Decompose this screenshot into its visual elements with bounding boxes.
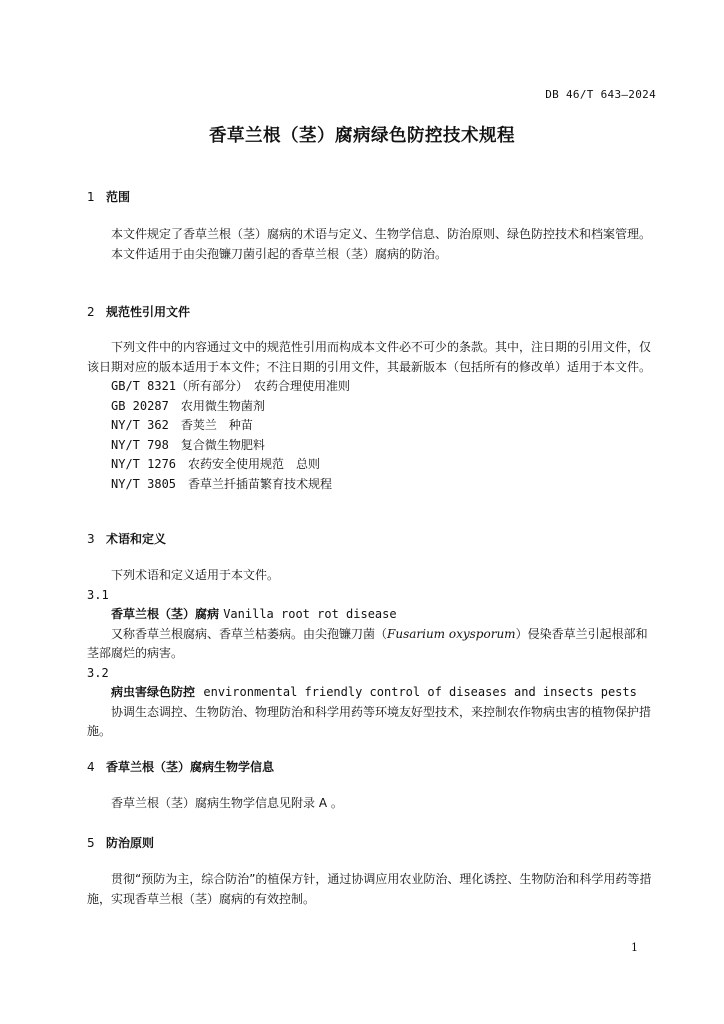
- standard-code: DB 46/T 643—2024: [545, 88, 656, 101]
- section-title: 规范性引用文件: [106, 305, 191, 319]
- paragraph: 贯彻“预防为主，综合防治”的植保方针，通过协调应用农业防治、理化诱控、生物防治和科学用药等措施，实现香草兰根（茎）腐病的有效控制。: [87, 872, 652, 906]
- paragraph: 本文件规定了香草兰根（茎）腐病的术语与定义、生物学信息、防治原则、绿色防控技术和档案管理。: [111, 227, 652, 241]
- paragraph: 下列术语和定义适用于本文件。: [111, 568, 280, 582]
- paragraph: 下列文件中的内容通过文中的规范性引用而构成本文件必不可少的条款。其中，注日期的引用文件，仅该日期对应的版本适用于本文件；不注日期的引用文件，其最新版本（包括所有的修改单）适用于本文件。: [87, 340, 652, 374]
- section-title: 防治原则: [106, 836, 155, 850]
- section-1-heading: [87, 188, 130, 205]
- reference-item: NY/T 362 香荚兰 种苗: [111, 418, 253, 432]
- term-en: environmental friendly control of diseases and insects pests: [203, 685, 637, 699]
- section-1-body: [87, 225, 657, 264]
- term-entry: [111, 683, 657, 703]
- term-definition: 协调生态调控、生物防治、物理防治和科学用药等环境友好型技术，来控制农作物病虫害的植物保护措施。: [87, 704, 652, 738]
- paragraph: 香草兰根（茎）腐病生物学信息见附录 A 。: [111, 796, 343, 810]
- section-3-heading: [87, 530, 166, 547]
- section-5-body: [87, 870, 657, 909]
- reference-item: NY/T 798 复合微生物肥料: [111, 437, 265, 452]
- section-5-heading: [87, 834, 154, 851]
- reference-item: GB 20287 农用微生物菌剂: [111, 398, 265, 413]
- document-title: 香草兰根（茎）腐病绿色防控技术规程: [209, 126, 515, 146]
- term-cn: 病虫害绿色防控: [111, 685, 196, 699]
- section-title: 术语和定义: [106, 532, 167, 546]
- page-number: 1: [631, 941, 638, 954]
- section-2-body: [87, 338, 657, 494]
- term-number: 3.2: [87, 665, 109, 680]
- section-4-body: [87, 794, 657, 814]
- section-number: 3: [87, 532, 95, 546]
- section-number: 5: [87, 836, 95, 850]
- term-en: Vanilla root rot disease: [223, 607, 397, 621]
- paragraph: 本文件适用于由尖孢镰刀菌引起的香草兰根（茎）腐病的防治。: [111, 246, 448, 261]
- section-number: 1: [87, 190, 95, 204]
- section-number: 2: [87, 305, 95, 319]
- section-3-body: [87, 566, 657, 742]
- term-definition: 又称香草兰根腐病、香草兰枯萎病。由尖孢镰刀菌（Fusarium oxysporum）侵染香草兰引起根部和茎部腐烂的病害。: [87, 626, 648, 660]
- reference-item: NY/T 1276 农药安全使用规范 总则: [111, 457, 321, 471]
- section-number: 4: [87, 760, 95, 774]
- section-title: 香草兰根（茎）腐病生物学信息: [106, 760, 275, 774]
- term-entry: [111, 605, 657, 625]
- reference-item: NY/T 3805 香草兰扦插苗繁育技术规程: [111, 476, 333, 491]
- section-4-heading: [87, 758, 274, 775]
- reference-item: GB/T 8321（所有部分） 农药合理使用准则: [111, 379, 351, 393]
- section-2-heading: [87, 303, 190, 320]
- term-cn: 香草兰根（茎）腐病: [111, 607, 220, 621]
- section-title: 范围: [106, 190, 131, 204]
- term-number: 3.1: [87, 587, 109, 602]
